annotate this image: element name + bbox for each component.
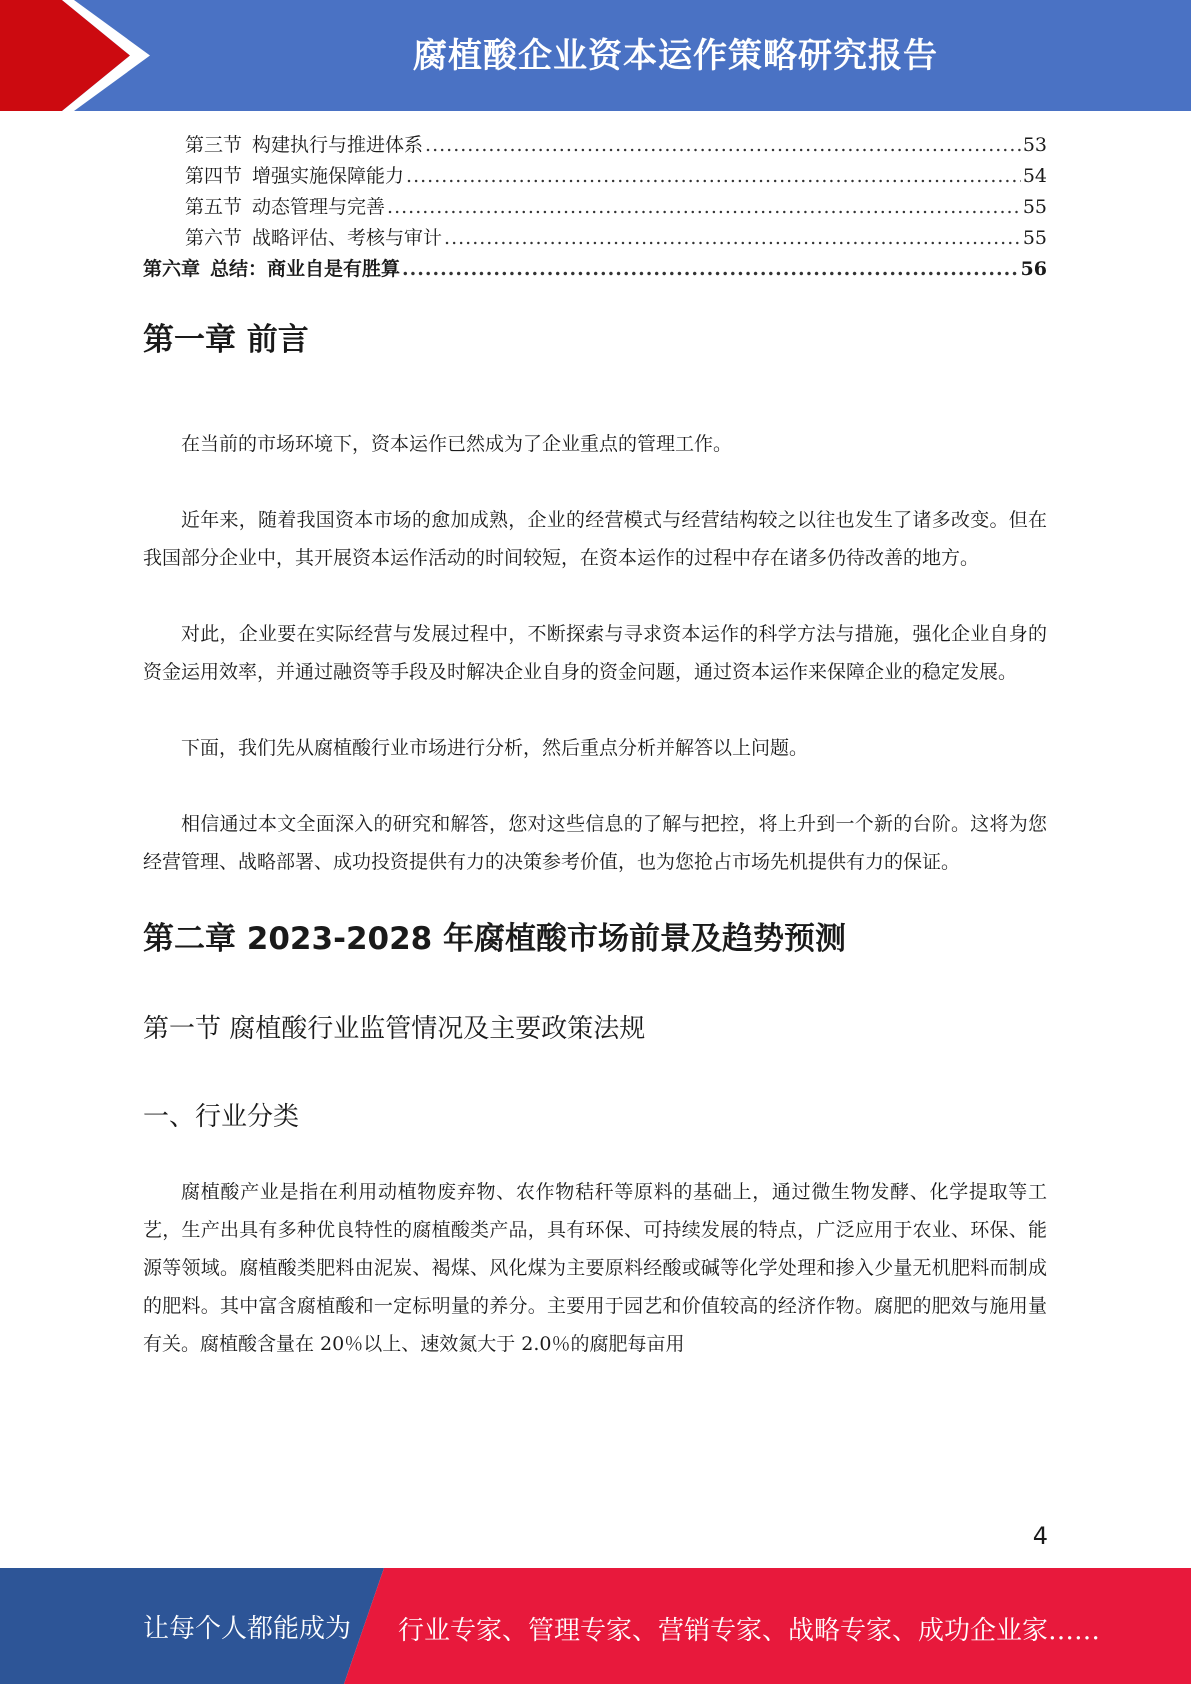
chapter-heading: 第一章 前言 bbox=[143, 322, 309, 358]
toc-page-number: 56 bbox=[1020, 258, 1047, 280]
section-heading: 第一节 腐植酸行业监管情况及主要政策法规 bbox=[143, 1014, 646, 1045]
page-header bbox=[0, 0, 1191, 111]
toc-page-number: 54 bbox=[1022, 165, 1047, 187]
toc-entry-title: 构建执行与推进体系 bbox=[252, 134, 424, 156]
toc-entry-number: 第三节 bbox=[185, 134, 243, 156]
toc-entry[interactable] bbox=[143, 192, 1047, 223]
body-paragraph: 下面，我们先从腐植酸行业市场进行分析，然后重点分析并解答以上问题。 bbox=[181, 737, 809, 760]
toc-entry-chapter[interactable] bbox=[143, 254, 1047, 285]
toc-entry-number: 第六章 bbox=[143, 258, 201, 280]
toc-entry-title: 总结：商业自是有胜算 bbox=[210, 258, 401, 280]
toc-entry-title: 增强实施保障能力 bbox=[252, 165, 405, 187]
toc-leader bbox=[425, 134, 1021, 156]
body-paragraph: 对此，企业要在实际经营与发展过程中，不断探索与寻求资本运作的科学方法与措施，强化企业自身的资金运用效率，并通过融资等手段及时解决企业自身的资金问题，通过资本运作来保障企业的稳定发展。 bbox=[143, 623, 1047, 684]
main-content bbox=[143, 322, 1047, 1363]
footer-slogan-right: 行业专家、管理专家、营销专家、战略专家、成功企业家…… bbox=[398, 1616, 1101, 1646]
chapter-heading: 第二章 2023-2028 年腐植酸市场前景及趋势预测 bbox=[143, 921, 847, 958]
toc-entry-title: 战略评估、考核与审计 bbox=[252, 227, 443, 249]
toc-page-number: 55 bbox=[1022, 196, 1047, 218]
toc-page-number: 53 bbox=[1022, 134, 1047, 156]
toc-leader bbox=[402, 258, 1019, 280]
body-paragraph: 相信通过本文全面深入的研究和解答，您对这些信息的了解与把控，将上升到一个新的台阶。这将为您经营管理、战略部署、成功投资提供有力的决策参考价值，也为您抢占市场先机提供有力的保证。 bbox=[143, 813, 1047, 874]
toc-entry[interactable] bbox=[143, 161, 1047, 192]
toc-entry-number: 第四节 bbox=[185, 165, 243, 187]
body-paragraph: 在当前的市场环境下，资本运作已然成为了企业重点的管理工作。 bbox=[181, 433, 733, 456]
toc-entry[interactable] bbox=[143, 223, 1047, 254]
page-footer bbox=[0, 1568, 1191, 1684]
toc-entry-number: 第五节 bbox=[185, 196, 243, 218]
toc-leader bbox=[444, 227, 1021, 249]
body-paragraph: 近年来，随着我国资本市场的愈加成熟，企业的经营模式与经营结构较之以往也发生了诸多改变。但在我国部分企业中，其开展资本运作活动的时间较短，在资本运作的过程中存在诸多仍待改善的地方。 bbox=[143, 509, 1047, 570]
subsection-heading: 一、行业分类 bbox=[143, 1101, 300, 1132]
body-paragraph: 腐植酸产业是指在利用动植物废弃物、农作物秸秆等原料的基础上，通过微生物发酵、化学提取等工艺，生产出具有多种优良特性的腐植酸类产品，具有环保、可持续发展的特点，广泛应用于农业、环保、能源等领域。腐植酸类肥料由泥炭、褐煤、风化煤为主要原料经酸或碱等化学处理和掺入少量无机肥料而制成的肥料。其中富含腐植酸和一定标明量的养分。主要用于园艺和价值较高的经济作物。腐肥的肥效与施用量有关。腐植酸含量在 20％以上、速效氮大于 2.0％的腐肥每亩用 bbox=[143, 1180, 1047, 1355]
toc-leader bbox=[387, 196, 1021, 218]
toc-entry[interactable] bbox=[143, 130, 1047, 161]
table-of-contents bbox=[143, 130, 1047, 285]
header-title: 腐植酸企业资本运作策略研究报告 bbox=[413, 36, 938, 76]
toc-entry-title: 动态管理与完善 bbox=[252, 196, 386, 218]
footer-slogan-left: 让每个人都能成为 bbox=[143, 1614, 352, 1644]
page-number: 4 bbox=[1032, 1522, 1048, 1550]
toc-leader bbox=[406, 165, 1021, 187]
toc-entry-number: 第六节 bbox=[185, 227, 243, 249]
toc-page-number: 55 bbox=[1022, 227, 1047, 249]
